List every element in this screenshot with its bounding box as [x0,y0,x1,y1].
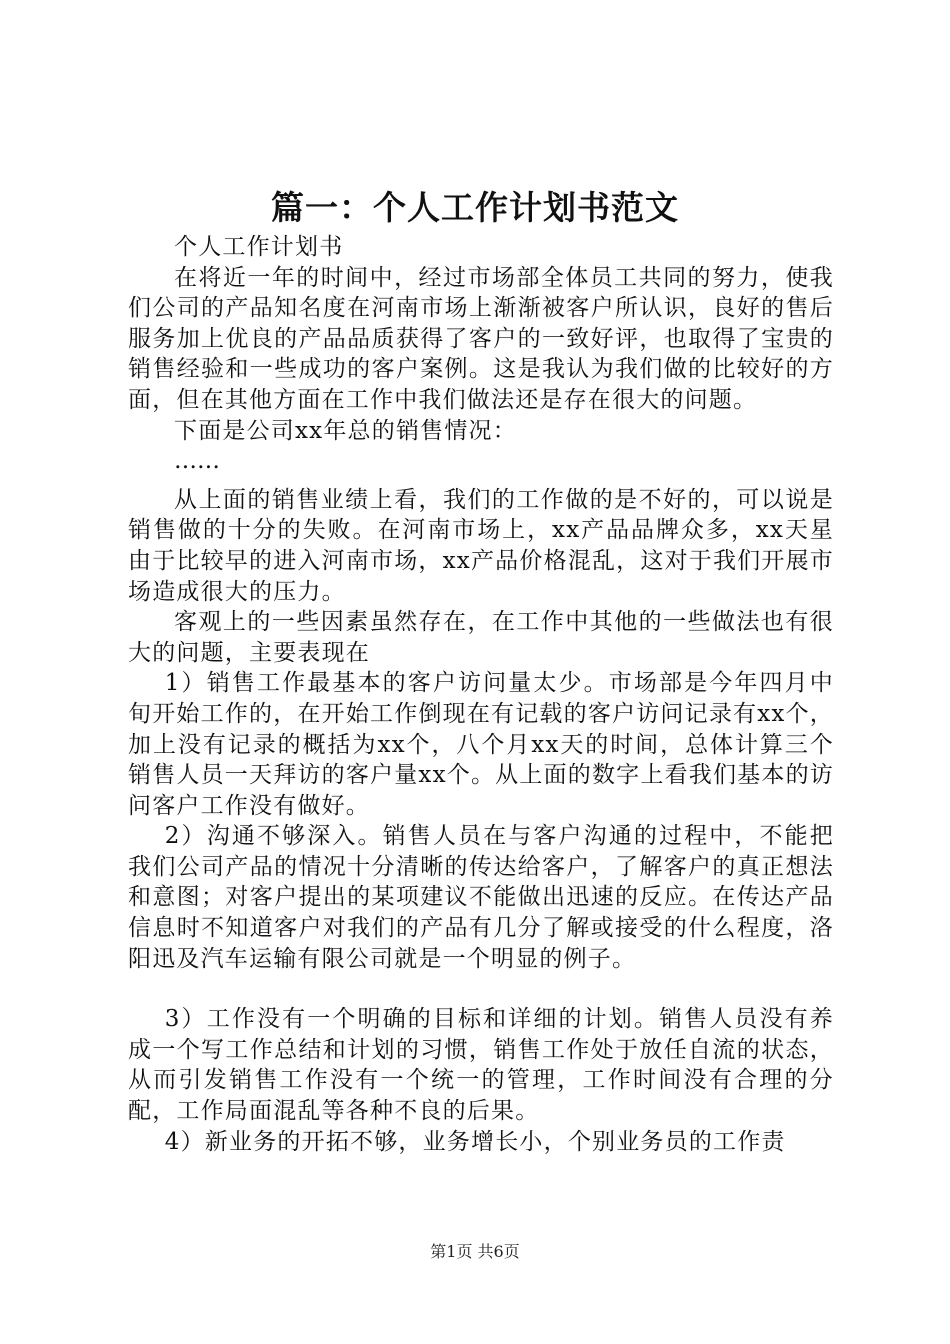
document-body [128,232,834,1157]
paragraph-sales-analysis: 从上面的销售业绩上看，我们的工作做的是不好的，可以说是销售做的十分的失败。在河南市场上，xx产品品牌众多，xx天星由于比较早的进入河南市场，xx产品价格混乱，这对于我们开展市场造成很大的压力。 [128,486,834,605]
paragraph-item-4: 4）新业务的开拓不够，业务增长小，个别业务员的工作责 [164,1128,786,1155]
paragraph-item-3: 3）工作没有一个明确的目标和详细的计划。销售人员没有养成一个写工作总结和计划的习惯，销售工作处于放任自流的状态，从而引发销售工作没有一个统一的管理，工作时间没有合理的分配，工作局面混乱等各种不良的后果。 [128,1006,834,1125]
paragraph-problems-intro: 客观上的一些因素虽然存在，在工作中其他的一些做法也有很大的问题，主要表现在 [128,609,834,666]
paragraph-ellipsis: …… [174,448,220,475]
document-title: 篇一：个人工作计划书范文 [271,188,679,227]
paragraph-sales-heading: 下面是公司xx年总的销售情况： [174,417,517,444]
paragraph-item-1: 1）销售工作最基本的客户访问量太少。市场部是今年四月中旬开始工作的，在开始工作倒现在有记载的客户访问记录有xx个，加上没有记录的概括为xx个，八个月xx天的时间，总体计算三个销售人员一天拜访的客户量xx个。从上面的数字上看我们基本的访问客户工作没有做好。 [128,670,834,819]
document-subtitle: 个人工作计划书 [174,234,344,260]
paragraph-intro: 在将近一年的时间中，经过市场部全体员工共同的努力，使我们公司的产品知名度在河南市场上渐渐被客户所认识，良好的售后服务加上优良的产品品质获得了客户的一致好评，也取得了宝贵的销售经验和一些成功的客户案例。这是我认为我们做的比较好的方面，但在其他方面在工作中我们做法还是存在很大的问题。 [128,264,834,413]
page-number-footer: 第1页 共6页 [430,1242,520,1261]
paragraph-item-2: 2）沟通不够深入。销售人员在与客户沟通的过程中，不能把我们公司产品的情况十分清晰的传达给客户，了解客户的真正想法和意图；对客户提出的某项建议不能做出迅速的反应。在传达产品信息时不知道客户对我们的产品有几分了解或接受的什么程度，洛阳迅及汽车运输有限公司就是一个明显的例子。 [128,823,834,972]
